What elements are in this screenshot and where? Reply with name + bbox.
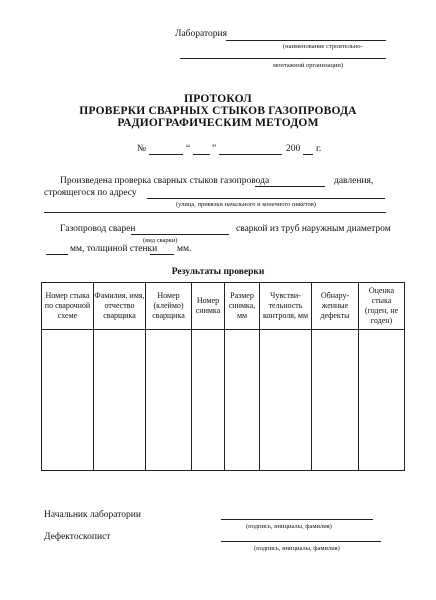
table-cell[interactable] bbox=[94, 330, 146, 471]
close-quote: ” bbox=[212, 144, 217, 154]
protocol-subtitle-2: РАДИОГРАФИЧЕСКИМ МЕТОДОМ bbox=[117, 117, 319, 129]
head-of-lab-signature-field[interactable] bbox=[221, 519, 373, 520]
table-cell[interactable] bbox=[42, 330, 94, 471]
address-label: строящегося по адресу bbox=[44, 188, 137, 198]
laboratory-field[interactable] bbox=[226, 40, 386, 41]
head-of-lab-caption: (подпись, инициалы, фамилия) bbox=[246, 523, 332, 530]
column-header: Обнару-женные дефекты bbox=[312, 283, 359, 330]
mm-label: мм. bbox=[177, 244, 192, 254]
welded-label: Газопровод сварен bbox=[60, 224, 136, 234]
wall-thickness-label: мм, толщиной стенки bbox=[70, 244, 158, 254]
month-field[interactable] bbox=[219, 154, 282, 155]
column-header: Номер (клеймо) сварщика bbox=[146, 283, 192, 330]
pipe-diameter-text: сваркой из труб наружным диаметром bbox=[236, 224, 391, 234]
number-sign: № bbox=[137, 144, 147, 154]
year-field[interactable] bbox=[303, 154, 313, 155]
column-header: Номер стыка по сварочной схеме bbox=[42, 283, 94, 330]
column-header: Оценка стыка (годен, не годен) bbox=[359, 283, 405, 330]
org-caption-1: (наименование строительно- bbox=[283, 43, 363, 50]
column-header: Фамилия, имя, отчество сварщика bbox=[94, 283, 146, 330]
diameter-field[interactable] bbox=[46, 254, 68, 255]
weld-type-caption: (вид сварки) bbox=[143, 237, 178, 244]
address-caption: (улица, привязки начального и конечного пикетов) bbox=[176, 201, 316, 208]
year-suffix: г. bbox=[316, 144, 322, 154]
address-field-2[interactable] bbox=[44, 212, 386, 213]
table-cell[interactable] bbox=[359, 330, 405, 471]
open-quote: “ bbox=[186, 144, 191, 154]
organization-field[interactable] bbox=[180, 58, 386, 59]
inspection-text: Произведена проверка сварных стыков газопровода bbox=[60, 176, 270, 186]
protocol-number-field[interactable] bbox=[149, 154, 183, 155]
column-header: Номер снимка bbox=[192, 283, 225, 330]
protocol-subtitle-1: ПРОВЕРКИ СВАРНЫХ СТЫКОВ ГАЗОПРОВОДА bbox=[79, 105, 357, 117]
table-cell[interactable] bbox=[260, 330, 312, 471]
results-table bbox=[41, 282, 405, 471]
table-header-row bbox=[42, 283, 405, 330]
pressure-label: давления, bbox=[334, 176, 374, 186]
pressure-field[interactable] bbox=[255, 186, 325, 187]
defectoscopist-caption: (подпись, инициалы, фамилия) bbox=[254, 545, 340, 552]
defectoscopist-signature-field[interactable] bbox=[221, 541, 381, 542]
column-header: Чувстви-тельность контроля, мм bbox=[260, 283, 312, 330]
table-cell[interactable] bbox=[146, 330, 192, 471]
results-heading: Результаты проверки bbox=[171, 267, 265, 277]
address-field[interactable] bbox=[147, 198, 385, 199]
protocol-title: ПРОТОКОЛ bbox=[184, 93, 252, 105]
column-header: Размер снимка, мм bbox=[225, 283, 260, 330]
laboratory-label: Лаборатория bbox=[175, 29, 227, 39]
table-cell[interactable] bbox=[312, 330, 359, 471]
year-prefix: 200 bbox=[286, 144, 301, 154]
table-row bbox=[42, 330, 405, 471]
weld-type-field[interactable] bbox=[131, 234, 229, 235]
day-field[interactable] bbox=[193, 154, 210, 155]
table-cell[interactable] bbox=[225, 330, 260, 471]
table-cell[interactable] bbox=[192, 330, 225, 471]
org-caption-2: монтажной организации) bbox=[273, 62, 344, 69]
head-of-lab-label: Начальник лаборатории bbox=[44, 510, 141, 520]
defectoscopist-label: Дефектоскопист bbox=[44, 532, 111, 542]
wall-thickness-field[interactable] bbox=[150, 254, 174, 255]
